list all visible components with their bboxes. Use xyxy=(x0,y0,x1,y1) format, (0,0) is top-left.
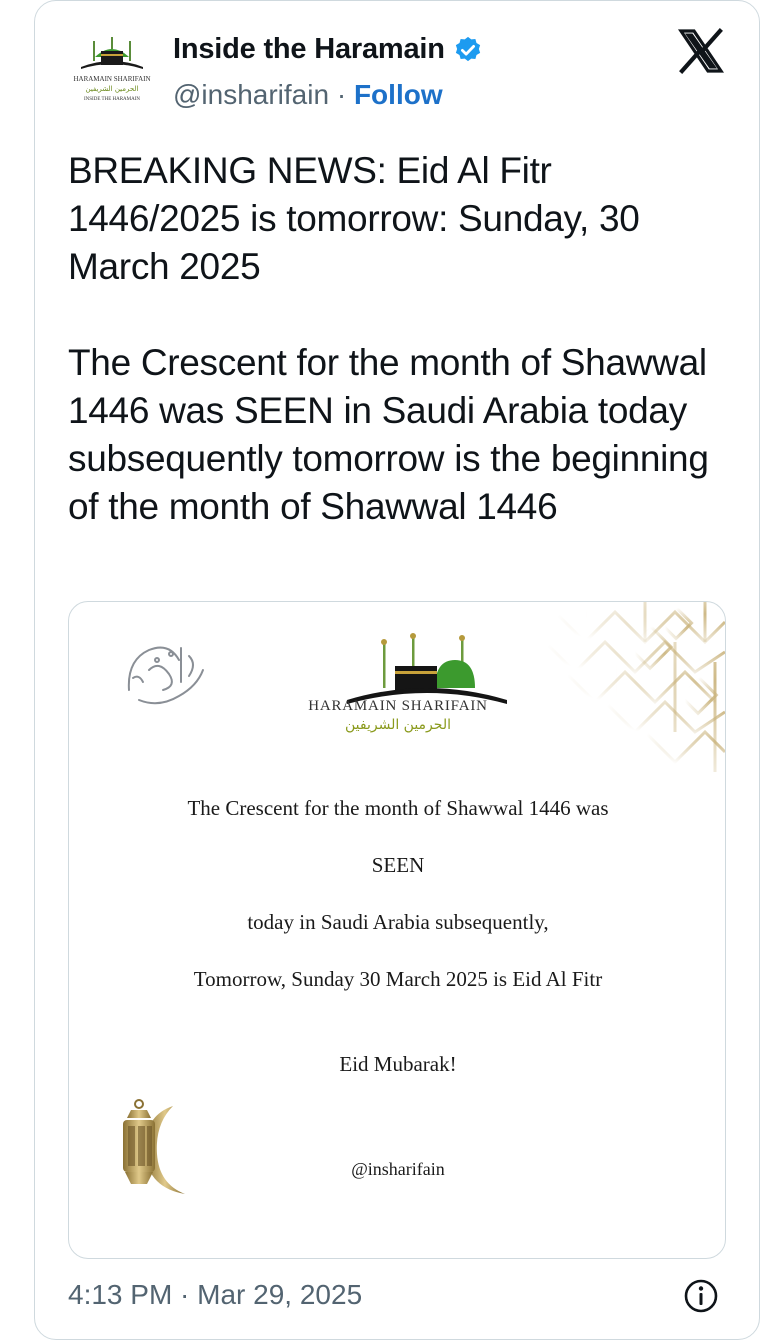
tweet-text xyxy=(68,147,728,531)
avatar[interactable] xyxy=(71,31,153,113)
author-handle[interactable]: @insharifain xyxy=(173,79,330,110)
announcement-line-2: SEEN xyxy=(371,853,425,877)
eid-mubarak-text: Eid Mubarak! xyxy=(339,1052,457,1076)
tweet-timestamp[interactable]: 4:13 PM · Mar 29, 2025 xyxy=(68,1279,363,1310)
tweet-card xyxy=(34,0,760,1340)
geometric-pattern-decoration xyxy=(495,602,725,782)
svg-text:HARAMAIN SHARIFAIN: HARAMAIN SHARIFAIN xyxy=(73,75,151,83)
tweet-paragraph-1: BREAKING NEWS: Eid Al Fitr 1446/2025 is tomorrow: Sunday, 30 March 2025 xyxy=(68,150,640,287)
author-name[interactable]: Inside the Haramain xyxy=(173,33,445,65)
handle-separator: · xyxy=(329,79,354,110)
logo-brand-text: HARAMAIN SHARIFAIN xyxy=(308,698,488,714)
verified-badge-icon xyxy=(453,35,483,65)
x-logo-icon[interactable] xyxy=(677,27,725,75)
announcement-line-3: today in Saudi Arabia subsequently, xyxy=(247,910,549,934)
author-handle-row xyxy=(173,79,443,111)
follow-button[interactable]: Follow xyxy=(353,79,443,110)
lantern-crescent-decoration xyxy=(113,1096,213,1200)
author-name-row xyxy=(173,33,483,66)
info-icon[interactable] xyxy=(683,1278,719,1314)
tweet-paragraph-2: The Crescent for the month of Shawwal 1446 was SEEN in Saudi Arabia today subsequently tomorrow is the beginning of the month of Shawwal 1446 xyxy=(68,342,709,527)
tweet-media-image[interactable] xyxy=(68,601,726,1259)
image-handle-text: @insharifain xyxy=(351,1159,445,1179)
svg-text:الحرمين الشريفين: الحرمين الشريفين xyxy=(85,85,139,93)
logo-arabic-text: الحرمين الشريفين xyxy=(345,717,451,733)
announcement-line-4: Tomorrow, Sunday 30 March 2025 is Eid Al Fitr xyxy=(193,967,603,991)
svg-text:INSIDE THE HARAMAIN: INSIDE THE HARAMAIN xyxy=(83,97,141,102)
announcement-line-1: The Crescent for the month of Shawwal 1446 was xyxy=(187,796,609,820)
